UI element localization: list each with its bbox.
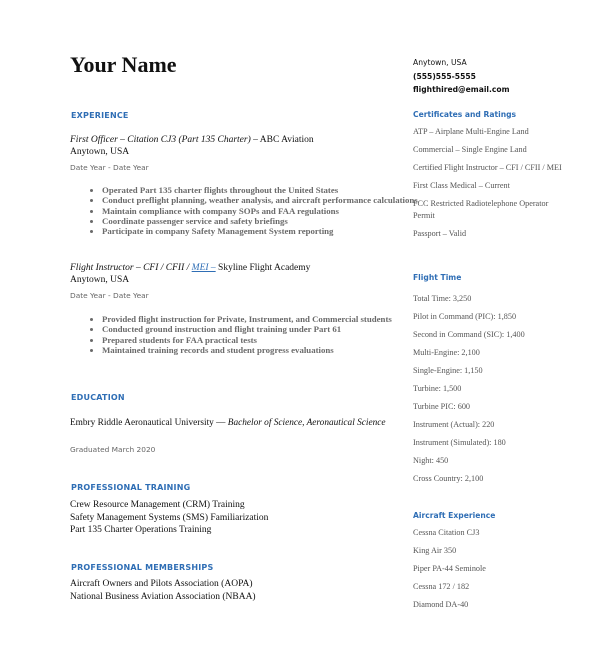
contact-phone[interactable]: (555)555-5555 [413, 71, 476, 81]
aircraft-list [413, 527, 563, 611]
job-1-location: Anytown, USA [70, 147, 130, 157]
job-1-dates: Date Year - Date Year [70, 163, 149, 172]
job-2-bullets [86, 314, 418, 355]
certificates-heading: Certificates and Ratings [413, 110, 517, 119]
list-item: Turbine: 1,500 [413, 384, 462, 393]
job-1-org: – ABC Aviation [250, 135, 314, 145]
list-item: Safety Management Systems (SMS) Familiarization [70, 512, 269, 523]
list-item: Cross Country: 2,100 [413, 474, 484, 483]
list-item: • Maintain compliance with company SOPs and FAA regulations [102, 206, 418, 216]
list-item: Commercial – Single Engine Land [413, 145, 527, 154]
job-1-header [70, 135, 314, 145]
flight-time-list [413, 293, 563, 485]
list-item: Turbine PIC: 600 [413, 402, 471, 411]
aircraft-heading: Aircraft Experience [413, 511, 496, 520]
training-list [70, 499, 268, 537]
list-item: • Prepared students for FAA practical tests [102, 335, 418, 345]
list-item: ATP – Airplane Multi-Engine Land [413, 127, 529, 136]
education-heading: EDUCATION [71, 393, 125, 402]
list-item: • Participate in company Safety Management System reporting [102, 226, 418, 236]
list-item: Cessna Citation CJ3 [413, 528, 480, 537]
list-item: National Business Aviation Association (NBAA) [70, 591, 256, 602]
candidate-name: Your Name [70, 52, 177, 77]
list-item: Piper PA-44 Seminole [413, 564, 486, 573]
list-item: Passport – Valid [413, 228, 467, 238]
job-1-bullets [86, 185, 418, 236]
school-name: Embry Riddle Aeronautical University [70, 418, 214, 428]
job-2-header [70, 263, 310, 273]
list-item: King Air 350 [413, 546, 457, 555]
training-heading: PROFESSIONAL TRAINING [71, 483, 191, 492]
list-item: • Operated Part 135 charter flights throughout the United States [102, 185, 418, 195]
memberships-heading: PROFESSIONAL MEMBERSHIPS [71, 563, 214, 572]
degree: Bachelor of Science, Aeronautical Science [227, 418, 386, 428]
list-item: Second in Command (SIC): 1,400 [413, 330, 525, 339]
contact-block [413, 56, 510, 97]
job-2-dates: Date Year - Date Year [70, 291, 149, 300]
list-item: Aircraft Owners and Pilots Association (AOPA) [70, 579, 253, 589]
contact-email[interactable]: flighthired@email.com [413, 85, 510, 94]
list-item: Instrument (Actual): 220 [413, 420, 495, 429]
list-item: Night: 450 [413, 456, 449, 465]
list-item: Cessna 172 / 182 [413, 582, 470, 591]
certificates-list [413, 126, 563, 239]
education-separator: — [213, 418, 228, 428]
list-item: Diamond DA-40 [413, 600, 469, 609]
job-2-location: Anytown, USA [70, 275, 130, 285]
list-item: Certified Flight Instructor – CFI / CFII / MEI [413, 163, 562, 172]
job-1-title: First Officer – Citation CJ3 (Part 135 Charter) [70, 135, 251, 145]
memberships-list [70, 578, 256, 603]
list-item: • Coordinate passenger service and safety briefings [102, 216, 418, 226]
education-entry [70, 418, 400, 429]
list-item: Single-Engine: 1,150 [413, 366, 483, 375]
list-item: Multi-Engine: 2,100 [413, 348, 480, 357]
contact-location: Anytown, USA [413, 58, 467, 67]
flight-time-heading: Flight Time [413, 273, 462, 282]
list-item: • Conducted ground instruction and flight training under Part 61 [102, 324, 418, 334]
list-item: • Conduct preflight planning, weather analysis, and aircraft performance calculations [102, 195, 418, 205]
experience-heading: EXPERIENCE [71, 111, 129, 120]
list-item: Pilot in Command (PIC): 1,850 [413, 312, 517, 321]
list-item: First Class Medical – Current [413, 181, 510, 190]
list-item: Crew Resource Management (CRM) Training [70, 500, 245, 510]
list-item: Instrument (Simulated): 180 [413, 438, 506, 447]
job-2-title: Flight Instructor – CFI / CFII / [70, 263, 192, 273]
job-2-org: Skyline Flight Academy [215, 263, 311, 273]
job-2-mel-link[interactable]: MEI – [191, 263, 216, 273]
list-item: • Provided flight instruction for Private, Instrument, and Commercial students [102, 314, 418, 324]
graduation-date: Graduated March 2020 [70, 445, 156, 454]
list-item: Part 135 Charter Operations Training [70, 525, 212, 536]
list-item: FCC Restricted Radiotelephone Operator Permit [413, 199, 549, 220]
list-item: • Maintained training records and student progress evaluations [102, 345, 418, 355]
list-item: Total Time: 3,250 [413, 294, 472, 303]
